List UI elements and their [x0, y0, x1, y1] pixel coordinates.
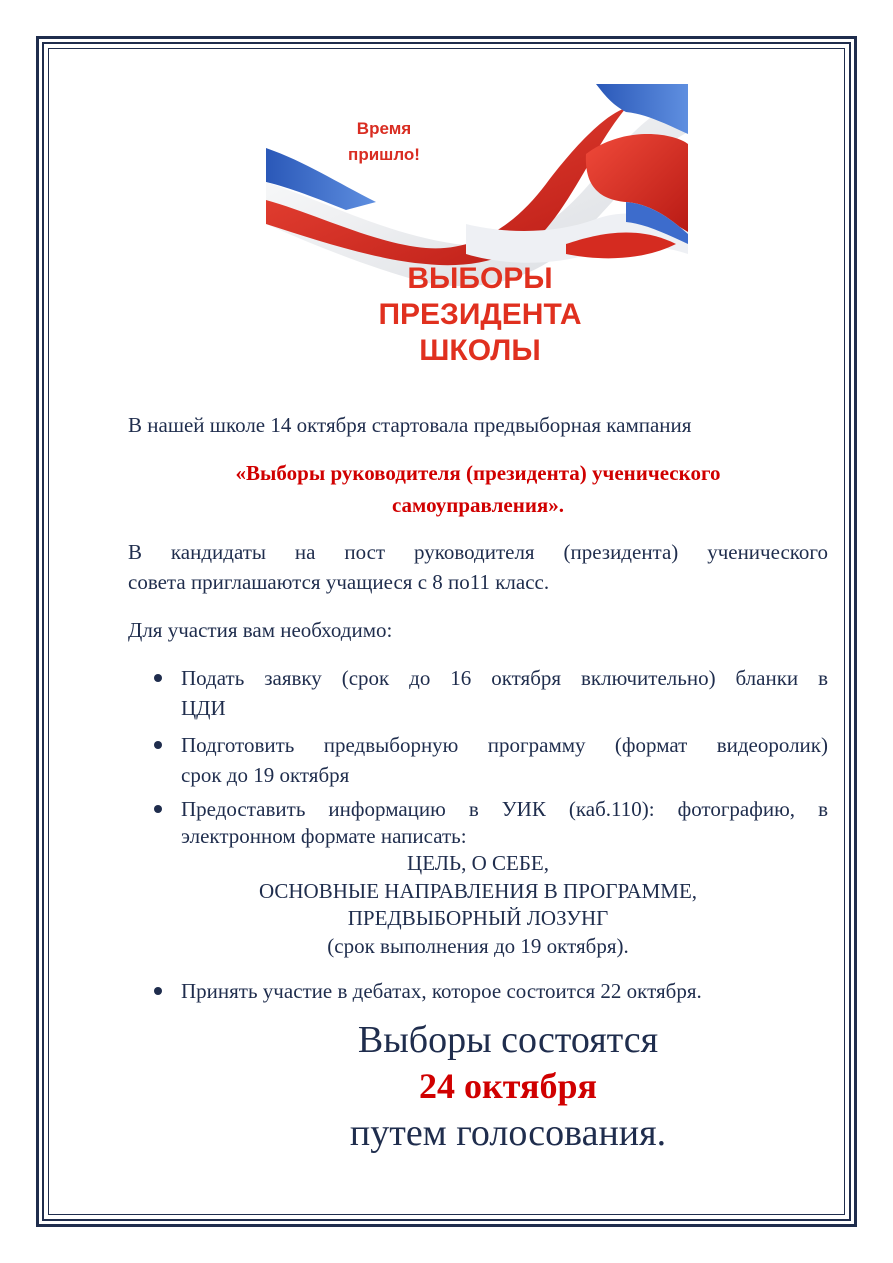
final-line1: Выборы состоятся [357, 1019, 659, 1061]
bullet1-line1: Подать заявку (срок до 16 октября включительно) бланки в [181, 666, 828, 690]
campaign-title-line1: «Выборы руководителя (президента) ученического [235, 461, 721, 485]
bullet3-line2: электронном формате написать: [181, 824, 467, 848]
bullet2-line1: Подготовить предвыборную программу (формат видеоролик) [181, 733, 828, 757]
campaign-title-line2: самоуправления». [391, 493, 565, 517]
bullet3-item-slogan: ПРЕДВЫБОРНЫЙ ЛОЗУНГ [347, 906, 609, 930]
intro-text: В нашей школе 14 октября стартовала предвыборная кампания [128, 413, 692, 437]
bullet3-line1: Предоставить информацию в УИК (каб.110): фотографию, в [181, 797, 828, 821]
bullet2-line2: срок до 19 октября [181, 763, 350, 787]
flag-ribbon-illustration [266, 84, 688, 374]
bullet-icon [154, 741, 162, 749]
bullet1-line2: ЦДИ [181, 696, 226, 720]
banner-big-line2: ПРЕЗИДЕНТА [378, 298, 582, 331]
election-banner [266, 84, 688, 374]
banner-big-line1: ВЫБОРЫ [407, 262, 553, 295]
bullet-icon [154, 987, 162, 995]
bullet3-item-goal: ЦЕЛЬ, О СЕБЕ, [407, 851, 549, 875]
bullet4-line1: Принять участие в дебатах, которое состоится 22 октября. [181, 979, 702, 1003]
banner-big-line3: ШКОЛЫ [419, 334, 541, 367]
final-line3: путем голосования. [349, 1112, 667, 1154]
final-date: 24 октября [419, 1066, 597, 1106]
banner-small-line1: Время [356, 119, 412, 138]
bullet-icon [154, 805, 162, 813]
bullet3-item-directions: ОСНОВНЫЕ НАПРАВЛЕНИЯ В ПРОГРАММЕ, [258, 879, 698, 903]
candidates-line1: В кандидаты на пост руководителя (президента) ученического [128, 540, 828, 564]
bullet3-deadline: (срок выполнения до 19 октября). [327, 934, 629, 958]
requirements-heading: Для участия вам необходимо: [128, 618, 393, 642]
banner-small-line2: пришло! [348, 145, 420, 164]
bullet-icon [154, 674, 162, 682]
candidates-line2: совета приглашаются учащиеся с 8 по11 класс. [128, 570, 550, 594]
